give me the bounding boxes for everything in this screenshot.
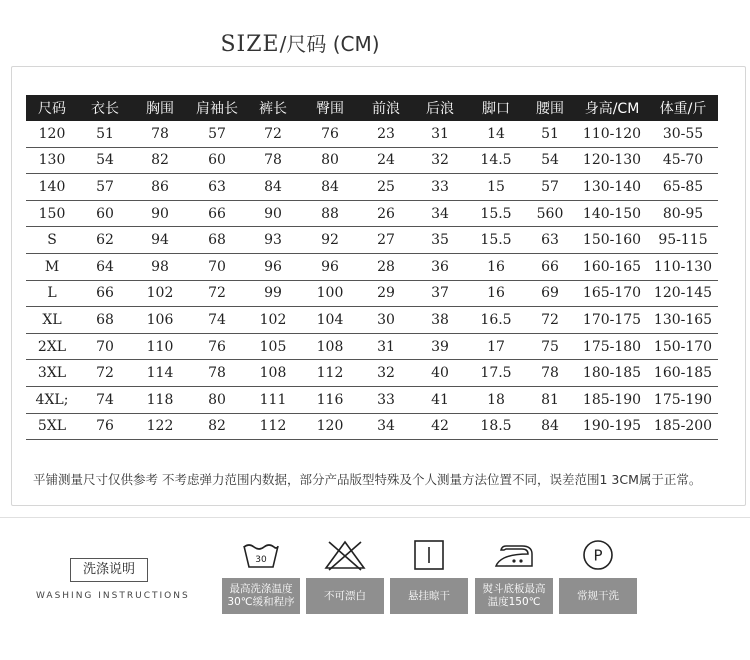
table-cell: 16	[468, 280, 524, 307]
table-cell: 63	[524, 227, 576, 254]
table-cell: 41	[412, 386, 468, 413]
table-cell: 70	[188, 253, 246, 280]
table-cell: 74	[188, 307, 246, 334]
size-table-header-row	[26, 95, 718, 121]
table-cell: 180-185	[576, 360, 648, 387]
title-main: SIZE	[220, 32, 280, 57]
table-cell: 72	[246, 121, 300, 147]
washing-subtitle: WASHING INSTRUCTIONS	[36, 591, 190, 601]
size-label-cell: 4XL;	[26, 386, 78, 413]
table-row	[26, 174, 718, 201]
table-cell: 23	[360, 121, 412, 147]
table-cell: 72	[524, 307, 576, 334]
table-cell: 75	[524, 333, 576, 360]
table-cell: 18.5	[468, 413, 524, 440]
table-cell: 31	[360, 333, 412, 360]
table-cell: 80	[188, 386, 246, 413]
table-cell: 80-95	[648, 200, 718, 227]
table-cell: 84	[246, 174, 300, 201]
table-row	[26, 227, 718, 254]
table-cell: 170-175	[576, 307, 648, 334]
table-cell: 78	[188, 360, 246, 387]
table-cell: 82	[188, 413, 246, 440]
size-label-cell: XL	[26, 307, 78, 334]
table-cell: 32	[360, 360, 412, 387]
table-row	[26, 307, 718, 334]
dry-clean-p-icon	[559, 536, 637, 574]
table-cell: 100	[300, 280, 360, 307]
table-cell: 93	[246, 227, 300, 254]
table-cell: 14.5	[468, 147, 524, 174]
table-cell: 54	[78, 147, 132, 174]
table-cell: 15.5	[468, 200, 524, 227]
table-cell: 27	[360, 227, 412, 254]
table-row	[26, 121, 718, 147]
table-cell: 130-140	[576, 174, 648, 201]
table-cell: 31	[412, 121, 468, 147]
table-cell: 92	[300, 227, 360, 254]
care-item-bleach	[306, 536, 384, 614]
table-cell: 122	[132, 413, 188, 440]
header-cell: 尺码	[26, 95, 78, 121]
care-text: 温度150℃	[487, 596, 541, 608]
measurement-note: 平铺测量尺寸仅供参考 不考虑弹力范围内数据，部分产品版型特殊及个人测量方法位置不同，误差范围1 3CM属于正常。	[33, 472, 702, 487]
size-label-cell: 150	[26, 200, 78, 227]
care-text: 30℃缓和程序	[227, 596, 295, 608]
table-cell: 160-165	[576, 253, 648, 280]
table-cell: 108	[246, 360, 300, 387]
table-cell: 81	[524, 386, 576, 413]
iron-icon	[475, 536, 553, 574]
table-cell: 95-115	[648, 227, 718, 254]
size-table	[26, 95, 718, 440]
table-cell: 40	[412, 360, 468, 387]
header-cell: 前浪	[360, 95, 412, 121]
table-cell: 190-195	[576, 413, 648, 440]
table-cell: 34	[412, 200, 468, 227]
header-cell: 脚口	[468, 95, 524, 121]
table-cell: 76	[188, 333, 246, 360]
dry-clean-letter: P	[593, 546, 603, 565]
size-label-cell: L	[26, 280, 78, 307]
header-cell: 胸围	[132, 95, 188, 121]
table-cell: 38	[412, 307, 468, 334]
table-cell: 120-145	[648, 280, 718, 307]
table-cell: 51	[78, 121, 132, 147]
table-cell: 84	[524, 413, 576, 440]
table-cell: 25	[360, 174, 412, 201]
table-cell: 33	[412, 174, 468, 201]
table-row	[26, 360, 718, 387]
table-cell: 130-165	[648, 307, 718, 334]
table-cell: 82	[132, 147, 188, 174]
size-label-cell: 5XL	[26, 413, 78, 440]
header-cell: 身高/CM	[576, 95, 648, 121]
table-cell: 80	[300, 147, 360, 174]
care-box	[390, 578, 468, 614]
table-cell: 90	[246, 200, 300, 227]
header-cell: 体重/斤	[648, 95, 718, 121]
care-item-wash	[222, 536, 300, 614]
table-cell: 16	[468, 253, 524, 280]
table-cell: 72	[188, 280, 246, 307]
table-cell: 15.5	[468, 227, 524, 254]
table-row	[26, 253, 718, 280]
table-cell: 29	[360, 280, 412, 307]
table-cell: 185-200	[648, 413, 718, 440]
table-cell: 65-85	[648, 174, 718, 201]
care-item-dryclean	[559, 536, 637, 614]
table-cell: 99	[246, 280, 300, 307]
table-cell: 15	[468, 174, 524, 201]
table-cell: 175-180	[576, 333, 648, 360]
table-cell: 30	[360, 307, 412, 334]
table-cell: 120-130	[576, 147, 648, 174]
table-cell: 96	[300, 253, 360, 280]
table-cell: 66	[78, 280, 132, 307]
table-cell: 160-185	[648, 360, 718, 387]
table-cell: 175-190	[648, 386, 718, 413]
table-cell: 110-120	[576, 121, 648, 147]
table-cell: 112	[246, 413, 300, 440]
table-cell: 76	[78, 413, 132, 440]
wash-tub-30-icon	[222, 536, 300, 574]
no-bleach-icon	[306, 536, 384, 574]
size-label-cell: 2XL	[26, 333, 78, 360]
table-cell: 70	[78, 333, 132, 360]
table-cell: 35	[412, 227, 468, 254]
table-cell: 110-130	[648, 253, 718, 280]
table-cell: 30-55	[648, 121, 718, 147]
table-cell: 120	[300, 413, 360, 440]
table-cell: 106	[132, 307, 188, 334]
table-cell: 94	[132, 227, 188, 254]
table-cell: 17.5	[468, 360, 524, 387]
table-cell: 105	[246, 333, 300, 360]
header-cell: 肩袖长	[188, 95, 246, 121]
table-cell: 32	[412, 147, 468, 174]
table-cell: 110	[132, 333, 188, 360]
table-cell: 560	[524, 200, 576, 227]
table-cell: 112	[300, 360, 360, 387]
table-row	[26, 413, 718, 440]
table-cell: 185-190	[576, 386, 648, 413]
care-text: 熨斗底板最高	[482, 583, 546, 595]
table-cell: 45-70	[648, 147, 718, 174]
table-cell: 36	[412, 253, 468, 280]
header-cell: 后浪	[412, 95, 468, 121]
table-row	[26, 280, 718, 307]
care-text: 悬挂晾干	[408, 589, 450, 602]
table-cell: 60	[78, 200, 132, 227]
header-cell: 衣长	[78, 95, 132, 121]
table-cell: 108	[300, 333, 360, 360]
table-cell: 76	[300, 121, 360, 147]
page-title	[0, 28, 600, 57]
table-cell: 24	[360, 147, 412, 174]
care-box	[222, 578, 300, 614]
hang-dry-icon	[390, 536, 468, 574]
table-cell: 90	[132, 200, 188, 227]
table-row	[26, 147, 718, 174]
table-cell: 57	[188, 121, 246, 147]
table-cell: 118	[132, 386, 188, 413]
table-cell: 17	[468, 333, 524, 360]
table-cell: 114	[132, 360, 188, 387]
table-cell: 69	[524, 280, 576, 307]
header-cell: 裤长	[246, 95, 300, 121]
table-cell: 42	[412, 413, 468, 440]
care-box	[559, 578, 637, 614]
table-cell: 57	[524, 174, 576, 201]
table-cell: 33	[360, 386, 412, 413]
table-cell: 111	[246, 386, 300, 413]
tub-temp-text: 30	[255, 555, 267, 565]
table-row	[26, 333, 718, 360]
table-cell: 165-170	[576, 280, 648, 307]
table-row	[26, 200, 718, 227]
size-label-cell: M	[26, 253, 78, 280]
table-cell: 39	[412, 333, 468, 360]
care-box	[475, 578, 553, 614]
table-cell: 88	[300, 200, 360, 227]
table-cell: 140-150	[576, 200, 648, 227]
table-cell: 78	[246, 147, 300, 174]
table-cell: 18	[468, 386, 524, 413]
table-cell: 28	[360, 253, 412, 280]
table-cell: 150-160	[576, 227, 648, 254]
care-text: 常规干洗	[577, 589, 619, 602]
table-cell: 62	[78, 227, 132, 254]
table-cell: 78	[132, 121, 188, 147]
table-cell: 102	[246, 307, 300, 334]
size-label-cell: 120	[26, 121, 78, 147]
care-text: 不可漂白	[324, 589, 366, 602]
table-cell: 150-170	[648, 333, 718, 360]
table-cell: 86	[132, 174, 188, 201]
care-item-iron	[475, 536, 553, 614]
header-cell: 臀围	[300, 95, 360, 121]
table-cell: 16.5	[468, 307, 524, 334]
table-cell: 68	[188, 227, 246, 254]
table-cell: 116	[300, 386, 360, 413]
table-cell: 98	[132, 253, 188, 280]
table-cell: 64	[78, 253, 132, 280]
table-cell: 14	[468, 121, 524, 147]
table-cell: 63	[188, 174, 246, 201]
table-cell: 37	[412, 280, 468, 307]
care-box	[306, 578, 384, 614]
header-cell: 腰围	[524, 95, 576, 121]
divider	[0, 517, 750, 518]
table-cell: 57	[78, 174, 132, 201]
washing-label: 洗涤说明	[70, 558, 148, 582]
table-cell: 84	[300, 174, 360, 201]
table-row	[26, 386, 718, 413]
table-cell: 66	[524, 253, 576, 280]
table-cell: 66	[188, 200, 246, 227]
table-cell: 34	[360, 413, 412, 440]
table-cell: 72	[78, 360, 132, 387]
table-cell: 60	[188, 147, 246, 174]
table-cell: 54	[524, 147, 576, 174]
table-cell: 51	[524, 121, 576, 147]
table-cell: 74	[78, 386, 132, 413]
table-cell: 104	[300, 307, 360, 334]
care-text: 最高洗涤温度	[229, 583, 293, 595]
title-sub: /尺码 (CM)	[279, 32, 380, 56]
care-item-dry	[390, 536, 468, 614]
size-label-cell: 130	[26, 147, 78, 174]
table-cell: 96	[246, 253, 300, 280]
size-label-cell: 3XL	[26, 360, 78, 387]
table-cell: 102	[132, 280, 188, 307]
size-label-cell: S	[26, 227, 78, 254]
size-label-cell: 140	[26, 174, 78, 201]
table-cell: 26	[360, 200, 412, 227]
table-cell: 78	[524, 360, 576, 387]
table-cell: 68	[78, 307, 132, 334]
